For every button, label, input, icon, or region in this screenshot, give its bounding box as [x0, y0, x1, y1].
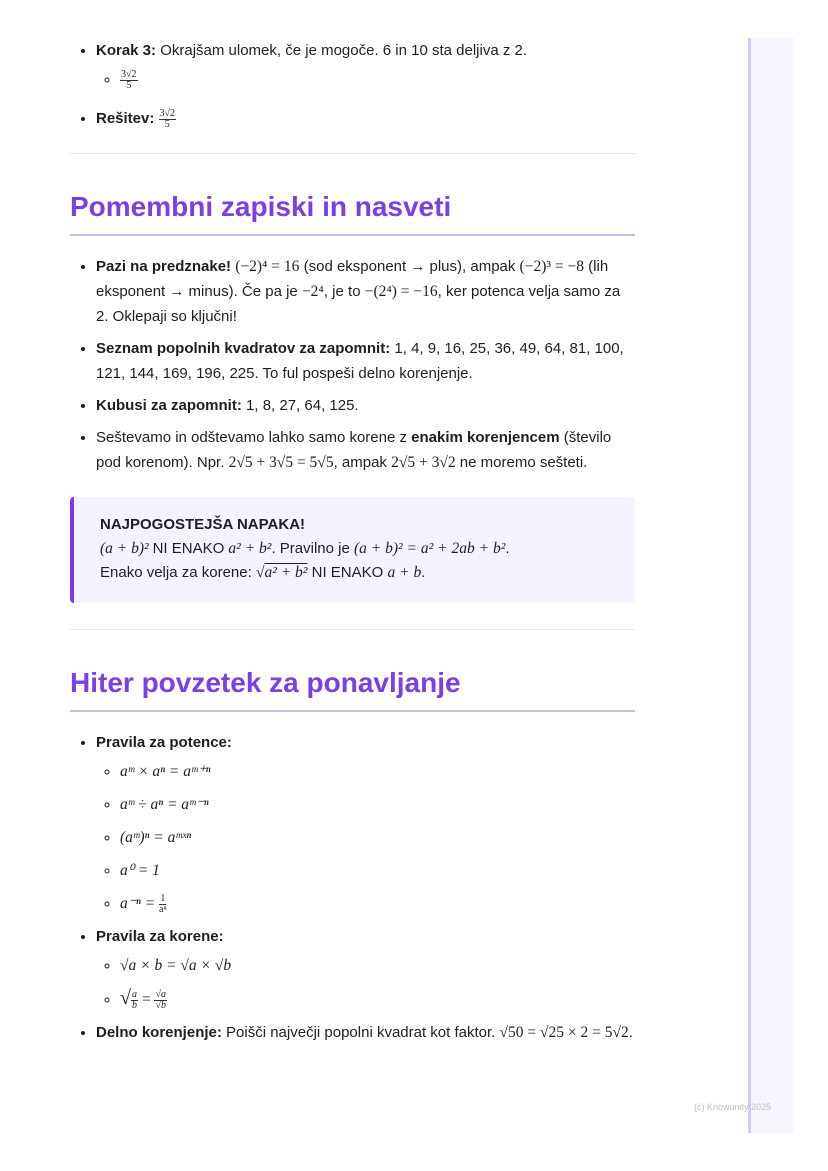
summary-label: Delno korenjenje:	[96, 1024, 222, 1041]
math: (−2)⁴ = 16	[235, 258, 300, 275]
list-item	[96, 38, 635, 92]
step-label: Korak 3:	[96, 42, 157, 59]
callout-line	[100, 561, 609, 585]
denominator: aⁿ	[159, 903, 167, 915]
math: (aᵐ)ⁿ = aᵐˣⁿ	[120, 829, 192, 846]
list-item	[96, 254, 635, 329]
math: aᵐ ÷ aⁿ = aᵐ⁻ⁿ	[120, 796, 209, 813]
math: a² + b²	[228, 540, 272, 557]
numerator: √a	[155, 988, 166, 1000]
numerator: 1	[160, 892, 166, 904]
math: √50 = √25 × 2 = 5√2	[499, 1024, 629, 1041]
list-item	[120, 759, 635, 784]
note-label: Seznam popolnih kvadratov za zapomnit:	[96, 340, 391, 357]
list-item	[96, 393, 635, 418]
summary-list	[70, 730, 635, 1045]
note-label: Kubusi za zapomnit:	[96, 397, 242, 414]
text: . Pravilno je	[271, 540, 354, 557]
denominator: 5	[126, 79, 132, 91]
list-item	[120, 67, 635, 92]
list-item	[120, 953, 635, 978]
document-content	[70, 38, 635, 1052]
math: (a + b)² = a² + 2ab + b²	[353, 540, 506, 557]
divider	[70, 629, 635, 630]
steps-list	[70, 38, 635, 131]
math: =	[137, 991, 155, 1008]
text: , je to	[323, 283, 365, 300]
denominator: 5	[164, 118, 170, 130]
fraction	[131, 990, 138, 1011]
text: .	[505, 540, 510, 557]
summary-label: Pravila za potence:	[96, 734, 232, 751]
footer-copyright: (c) Knowunity 2025	[694, 1102, 772, 1112]
text: (število pod korenom). Npr.	[96, 429, 612, 471]
solution-label: Rešitev:	[96, 110, 155, 127]
list-item	[120, 825, 635, 850]
side-panel	[748, 38, 794, 1133]
text: (lih eksponent → minus). Če pa je	[96, 258, 609, 300]
math: a + b	[387, 564, 422, 581]
math: 2√5 + 3√2	[391, 454, 456, 471]
sqrt-sign: √	[255, 564, 265, 581]
callout-title: NAJPOGOSTEJŠA NAPAKA!	[100, 516, 306, 533]
fraction	[159, 109, 177, 130]
warning-callout	[70, 497, 635, 603]
text: ne moremo sešteti.	[455, 454, 588, 471]
denominator: b	[131, 999, 137, 1011]
math: −2⁴	[301, 283, 324, 300]
math: √a × b = √a × √b	[120, 957, 232, 974]
step-text: Okrajšam ulomek, če je mogoče. 6 in 10 sta deljiva z 2.	[156, 42, 528, 59]
note-label: Pazi na predznake!	[96, 258, 232, 275]
notes-list	[70, 254, 635, 475]
list-item	[96, 336, 635, 386]
math: a⁻ⁿ =	[120, 895, 160, 912]
math: a⁰ = 1	[120, 862, 160, 879]
list-item	[120, 891, 635, 916]
text: , ker potenca velja samo za 2. Oklepaji so ključni!	[96, 283, 621, 325]
sqrt-sign: √	[120, 987, 131, 1009]
list-item	[96, 924, 635, 1012]
math: a² + b²	[264, 564, 308, 581]
fraction	[154, 990, 167, 1011]
text: 1, 4, 9, 16, 25, 36, 49, 64, 81, 100, 121, 144, 169, 196, 225. To ful pospeši delno korenjenje.	[96, 340, 624, 382]
text: Seštevamo in odštevamo lahko samo korene z	[96, 429, 412, 446]
list-item	[96, 730, 635, 916]
text: 1, 8, 27, 64, 125.	[241, 397, 359, 414]
numerator: 3√2	[159, 107, 176, 119]
text: NI ENAKO	[307, 564, 388, 581]
list-item	[96, 1020, 635, 1045]
text: Enako velja za korene:	[100, 564, 256, 581]
list-item	[96, 106, 635, 131]
bold-text: enakim korenjencem	[411, 429, 560, 446]
fraction	[159, 894, 167, 915]
math: 2√5 + 3√5 = 5√5	[228, 454, 334, 471]
text: NI ENAKO	[152, 540, 229, 557]
math: aᵐ × aⁿ = aᵐ⁺ⁿ	[120, 763, 211, 780]
divider	[70, 153, 635, 154]
math: (−2)³ = −8	[519, 258, 584, 275]
text: .	[421, 564, 426, 581]
section-title-summary: Hiter povzetek za ponavljanje	[70, 666, 635, 712]
fraction	[120, 70, 138, 91]
numerator: ◦ 3√2	[121, 68, 137, 80]
list-item	[120, 858, 635, 883]
list-item	[120, 986, 635, 1012]
text: (sod eksponent → plus), ampak	[299, 258, 520, 275]
section-title-notes: Pomembni zapiski in nasveti	[70, 190, 635, 236]
text: , ampak	[333, 454, 392, 471]
text: .	[628, 1024, 633, 1041]
text: Poišči največji popolni kvadrat kot faktor.	[221, 1024, 500, 1041]
math: −(2⁴) = −16	[364, 283, 438, 300]
denominator: √b	[155, 999, 166, 1011]
callout-line	[100, 537, 609, 561]
numerator: a	[131, 988, 137, 1000]
list-item	[120, 792, 635, 817]
math: (a + b)²	[100, 540, 153, 557]
list-item	[96, 425, 635, 475]
summary-label: Pravila za korene:	[96, 928, 224, 945]
